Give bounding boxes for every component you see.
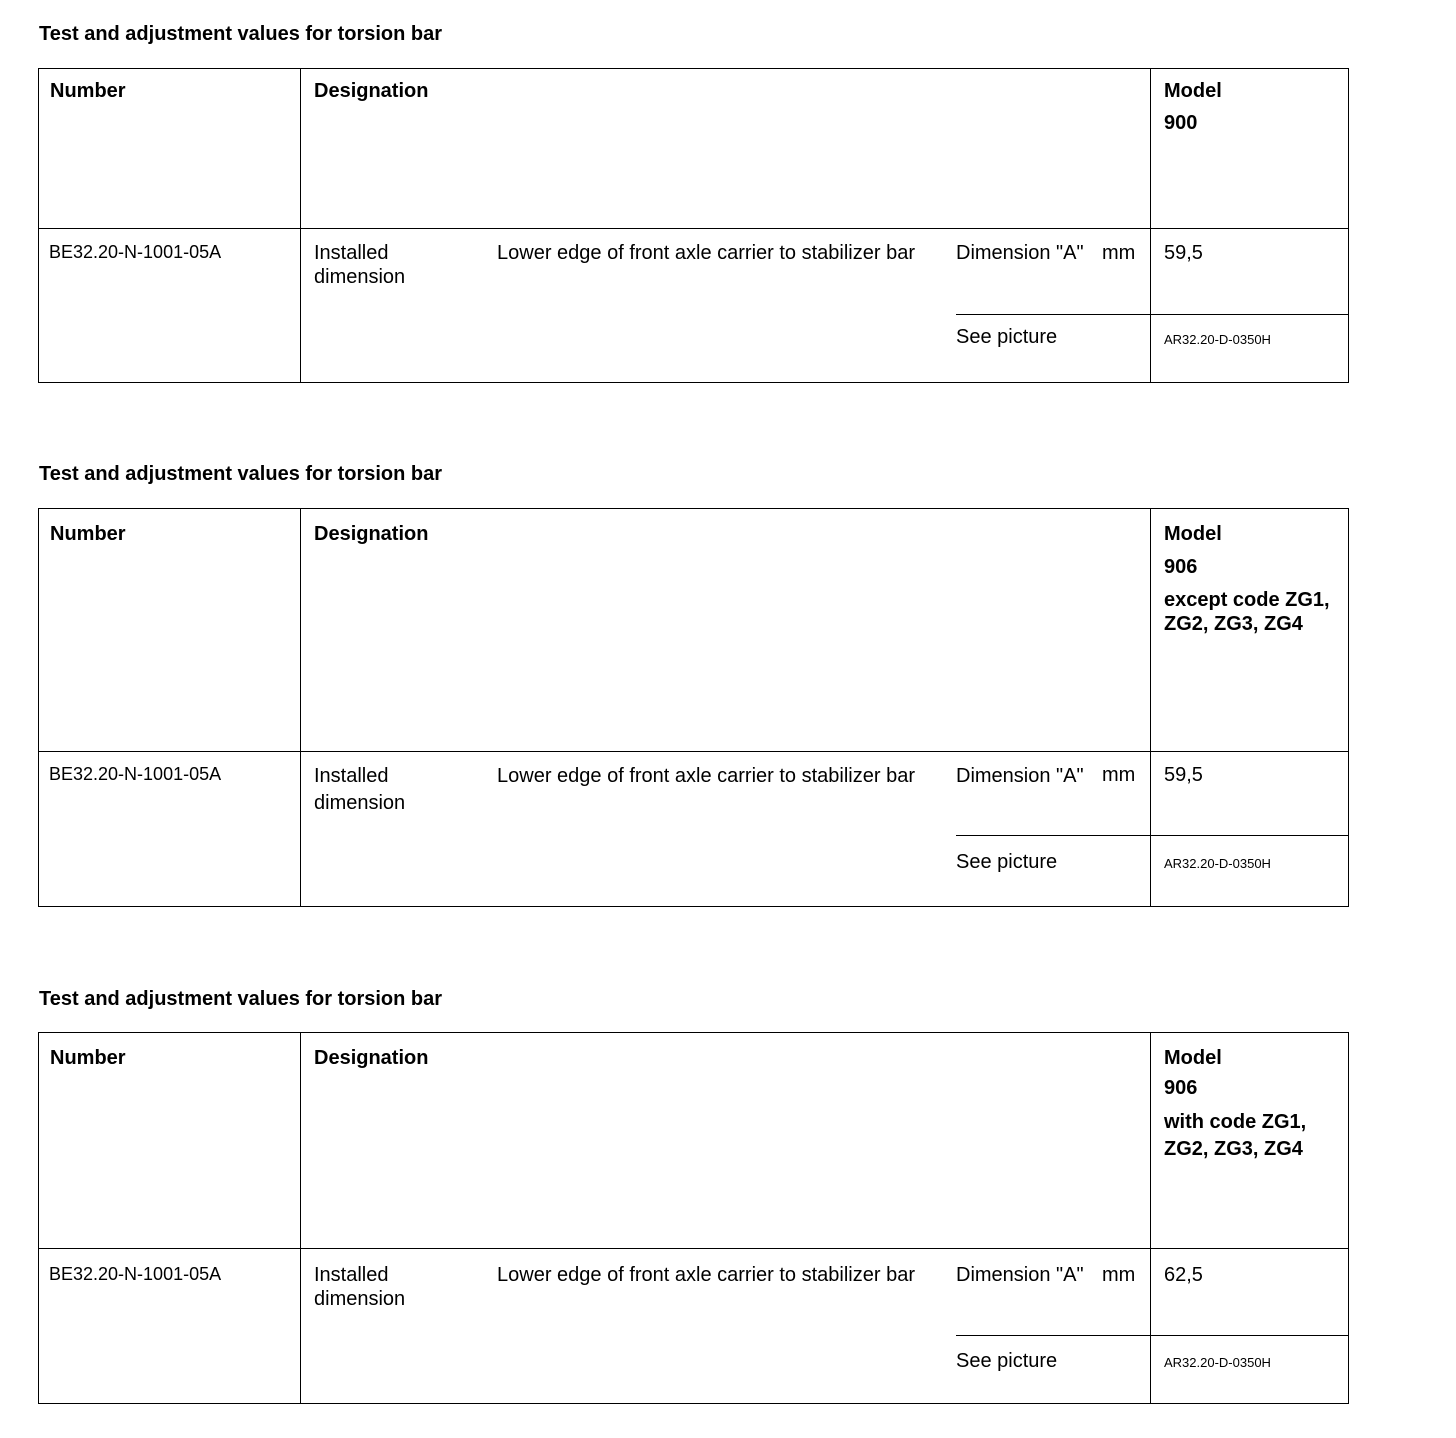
spec-table: [38, 68, 1349, 383]
picture-reference: AR32.20-D-0350H: [1164, 332, 1271, 347]
picture-reference: AR32.20-D-0350H: [1164, 1355, 1271, 1370]
row-dimension: Dimension "A": [956, 242, 1084, 264]
row-description: Lower edge of front axle carrier to stabilizer bar: [497, 1264, 915, 1286]
row-unit: mm: [1102, 242, 1136, 264]
header-model-number: 906: [1164, 1077, 1198, 1099]
header-designation: Designation: [314, 80, 429, 102]
row-description: Lower edge of front axle carrier to stabilizer bar: [497, 242, 915, 264]
header-model-label: Model: [1164, 1047, 1222, 1069]
row-divider: [39, 751, 1348, 752]
column-divider: [300, 1033, 301, 1403]
column-divider: [300, 509, 301, 906]
header-number: Number: [50, 523, 126, 545]
header-model-label: Model: [1164, 523, 1222, 545]
row-divider: [956, 314, 1348, 315]
header-model-number: 900: [1164, 112, 1198, 134]
header-designation: Designation: [314, 523, 429, 545]
row-value: 59,5: [1164, 242, 1203, 264]
row-divider: [39, 1248, 1348, 1249]
row-unit: mm: [1102, 764, 1136, 786]
picture-reference: AR32.20-D-0350H: [1164, 856, 1271, 871]
column-divider: [1150, 1033, 1151, 1403]
section-title: Test and adjustment values for torsion bar: [39, 463, 443, 485]
header-model-number: 906: [1164, 556, 1198, 578]
header-model-label: Model: [1164, 80, 1222, 102]
spec-table: [38, 1032, 1349, 1404]
row-unit: mm: [1102, 1264, 1136, 1286]
see-picture-label: See picture: [956, 1350, 1058, 1372]
header-model-note: except code ZG1, ZG2, ZG3, ZG4: [1164, 589, 1330, 635]
row-value: 62,5: [1164, 1264, 1203, 1286]
column-divider: [1150, 69, 1151, 382]
row-dimension: Dimension "A": [956, 765, 1084, 787]
row-number: BE32.20-N-1001-05A: [49, 242, 222, 262]
row-divider: [39, 228, 1348, 229]
column-divider: [1150, 509, 1151, 906]
header-model-note: with code ZG1, ZG2, ZG3, ZG4: [1164, 1111, 1307, 1160]
row-dimension: Dimension "A": [956, 1264, 1084, 1286]
row-description: Lower edge of front axle carrier to stabilizer bar: [497, 765, 915, 787]
row-designation: Installed dimension: [314, 242, 406, 288]
row-divider: [956, 835, 1348, 836]
spec-table: [38, 508, 1349, 907]
see-picture-label: See picture: [956, 326, 1058, 348]
column-divider: [300, 69, 301, 382]
row-number: BE32.20-N-1001-05A: [49, 764, 222, 784]
section-title: Test and adjustment values for torsion bar: [39, 23, 443, 45]
header-designation: Designation: [314, 1047, 429, 1069]
header-number: Number: [50, 80, 126, 102]
row-number: BE32.20-N-1001-05A: [49, 1264, 222, 1284]
row-designation: Installed dimension: [314, 765, 406, 814]
row-designation: Installed dimension: [314, 1264, 406, 1310]
row-divider: [956, 1335, 1348, 1336]
row-value: 59,5: [1164, 764, 1203, 786]
header-number: Number: [50, 1047, 126, 1069]
section-title: Test and adjustment values for torsion bar: [39, 988, 443, 1010]
see-picture-label: See picture: [956, 851, 1058, 873]
